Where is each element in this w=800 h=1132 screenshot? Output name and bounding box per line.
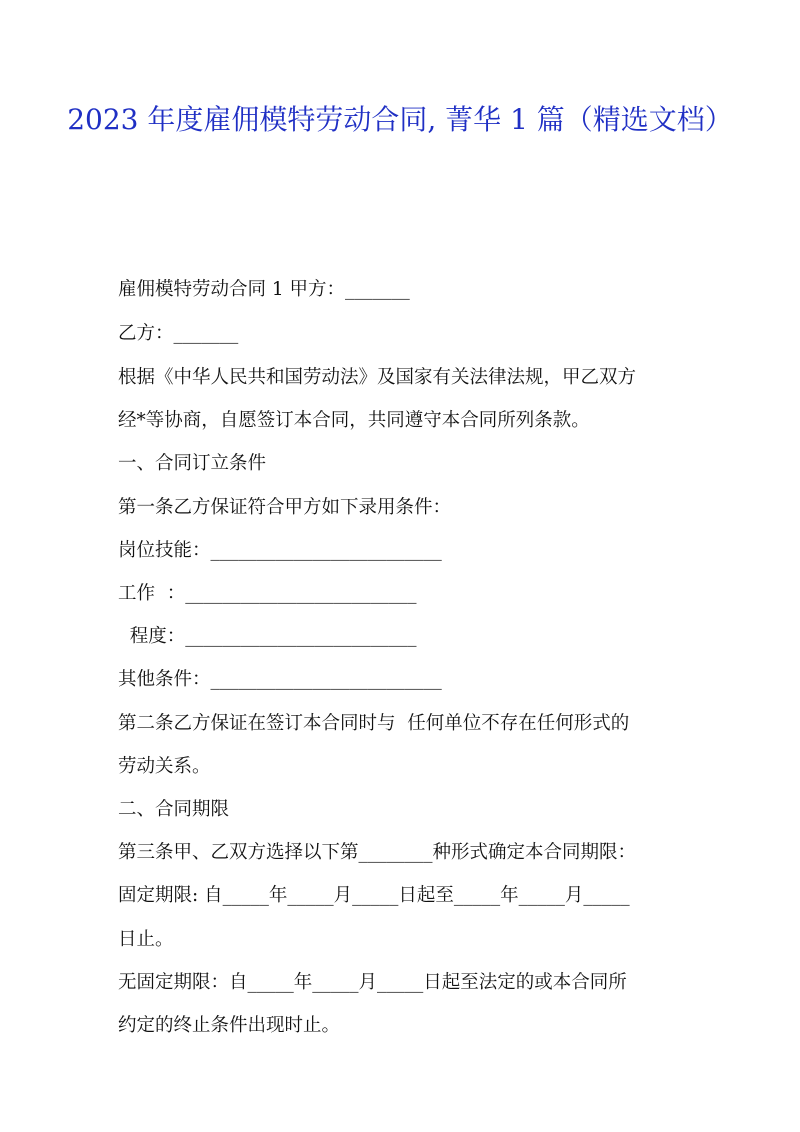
document-title: 2023 年度雇佣模特劳动合同, 菁华 1 篇（精选文档） [67,103,733,136]
section-heading-2: 二、合同期限 [118,799,230,820]
article-3: 第三条甲、乙双方选择以下第________种形式确定本合同期限： [118,842,637,863]
open-term-line-1: 无固定期限：自_____年_____月_____日起至法定的或本合同所 [118,972,627,993]
section-heading-1: 一、合同订立条件 [118,453,267,474]
open-term-line-2: 约定的终止条件出现时止。 [118,1015,341,1036]
article-2-line-1: 第二条乙方保证在签订本合同时与 任何单位不存在任何形式的 [118,713,630,734]
article-2-line-2: 劳动关系。 [118,756,211,777]
party-a-line: 雇佣模特劳动合同 1 甲方：_______ [118,279,410,300]
fixed-term-line-1: 固定期限: 自_____年_____月_____日起至_____年_____月_____ [118,885,630,906]
field-degree: 程度：_________________________ [118,626,417,647]
party-b-line: 乙方：_______ [118,323,239,344]
field-other-conditions: 其他条件：_________________________ [118,669,442,690]
preamble-line-1: 根据《中华人民共和国劳动法》及国家有关法律法规，甲乙双方 [118,367,637,388]
field-work: 工作 ：_________________________ [118,583,417,604]
field-job-skill: 岗位技能：_________________________ [118,540,442,561]
fixed-term-line-2: 日止。 [118,929,174,950]
article-1: 第一条乙方保证符合甲方如下录用条件： [118,497,452,518]
preamble-line-2: 经*等协商，自愿签订本合同，共同遵守本合同所列条款。 [118,410,590,431]
